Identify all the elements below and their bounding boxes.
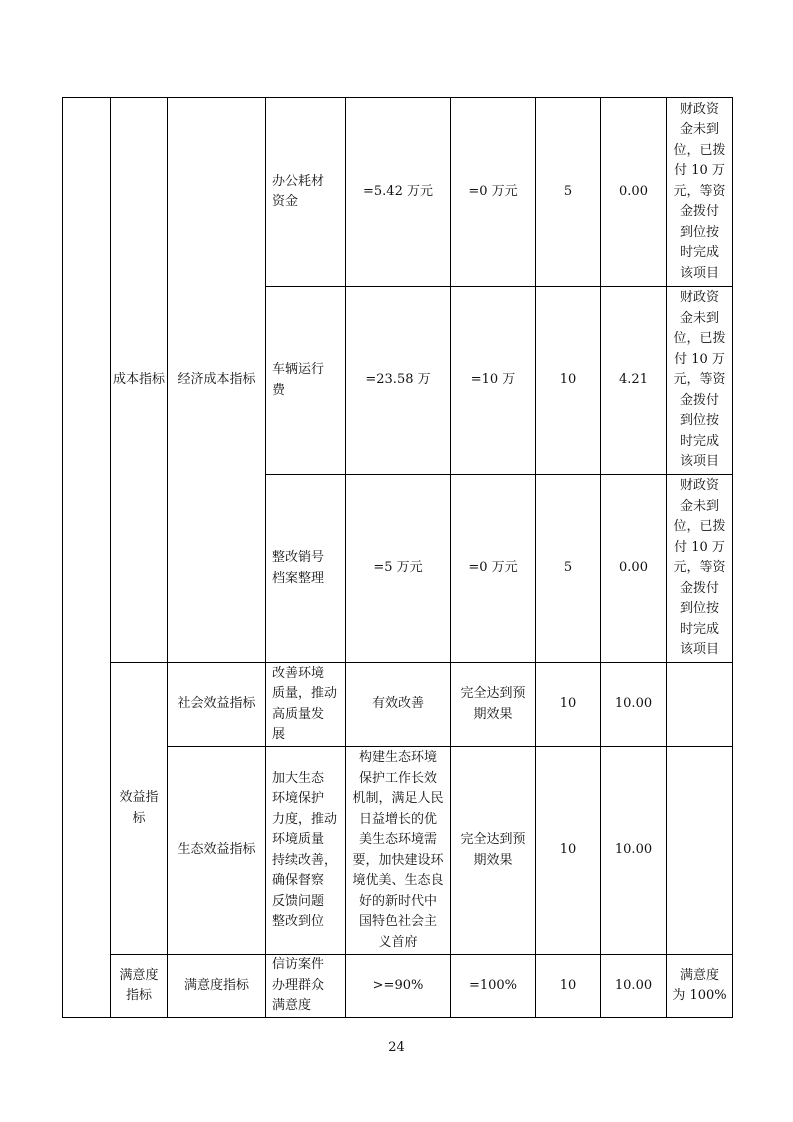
- indicator-cell: 办公耗材 资金: [266, 98, 346, 287]
- level3-cell: 经济成本指标: [168, 98, 266, 663]
- actual-value-cell: 完全达到预 期效果: [451, 747, 536, 955]
- note-cell: 满意度 为 100%: [667, 955, 733, 1018]
- indicator-cell: 整改销号 档案整理: [266, 475, 346, 663]
- indicator-cell: 信访案件 办理群众 满意度: [266, 955, 346, 1018]
- level2-cell: 效益指 标: [111, 663, 168, 955]
- actual-value-cell: =0 万元: [451, 475, 536, 663]
- level1-cell: [63, 98, 111, 1018]
- weight-cell: 10: [536, 663, 601, 747]
- target-value-cell: =5.42 万元: [346, 98, 451, 287]
- target-value-cell: 构建生态环境 保护工作长效 机制，满足人民 日益增长的优 美生态环境需 要，加快建设环 境优美、生态良 好的新时代中 国特色社会主 义首府: [346, 747, 451, 955]
- level2-cell: 成本指标: [111, 98, 168, 663]
- performance-table: [62, 97, 733, 1018]
- indicator-cell: 加大生态 环境保护 力度，推动 环境质量 持续改善， 确保督察 反馈问题 整改到位: [266, 747, 346, 955]
- score-cell: 10.00: [601, 955, 667, 1018]
- score-cell: 0.00: [601, 98, 667, 287]
- actual-value-cell: 完全达到预 期效果: [451, 663, 536, 747]
- actual-value-cell: =100%: [451, 955, 536, 1018]
- note-cell: 财政资 金未到 位，已拨 付 10 万 元，等资 金拨付 到位按 时完成 该项目: [667, 475, 733, 663]
- weight-cell: 10: [536, 747, 601, 955]
- note-cell: [667, 663, 733, 747]
- weight-cell: 10: [536, 287, 601, 475]
- target-value-cell: 有效改善: [346, 663, 451, 747]
- indicator-cell: 改善环境 质量，推动 高质量发 展: [266, 663, 346, 747]
- actual-value-cell: =0 万元: [451, 98, 536, 287]
- score-cell: 0.00: [601, 475, 667, 663]
- weight-cell: 10: [536, 955, 601, 1018]
- level2-cell: 满意度 指标: [111, 955, 168, 1018]
- target-value-cell: =5 万元: [346, 475, 451, 663]
- weight-cell: 5: [536, 98, 601, 287]
- score-cell: 4.21: [601, 287, 667, 475]
- target-value-cell: =23.58 万: [346, 287, 451, 475]
- note-cell: 财政资 金未到 位，已拨 付 10 万 元，等资 金拨付 到位按 时完成 该项目: [667, 98, 733, 287]
- weight-cell: 5: [536, 475, 601, 663]
- target-value-cell: >=90%: [346, 955, 451, 1018]
- indicator-cell: 车辆运行 费: [266, 287, 346, 475]
- table-row: [63, 98, 733, 287]
- score-cell: 10.00: [601, 663, 667, 747]
- actual-value-cell: =10 万: [451, 287, 536, 475]
- level3-cell: 满意度指标: [168, 955, 266, 1018]
- score-cell: 10.00: [601, 747, 667, 955]
- level3-cell: 社会效益指标: [168, 663, 266, 747]
- level3-cell: 生态效益指标: [168, 747, 266, 955]
- note-cell: [667, 747, 733, 955]
- page-number: 24: [388, 1040, 405, 1055]
- note-cell: 财政资 金未到 位，已拨 付 10 万 元，等资 金拨付 到位按 时完成 该项目: [667, 287, 733, 475]
- table-row: [63, 955, 733, 1018]
- table-row: [63, 663, 733, 747]
